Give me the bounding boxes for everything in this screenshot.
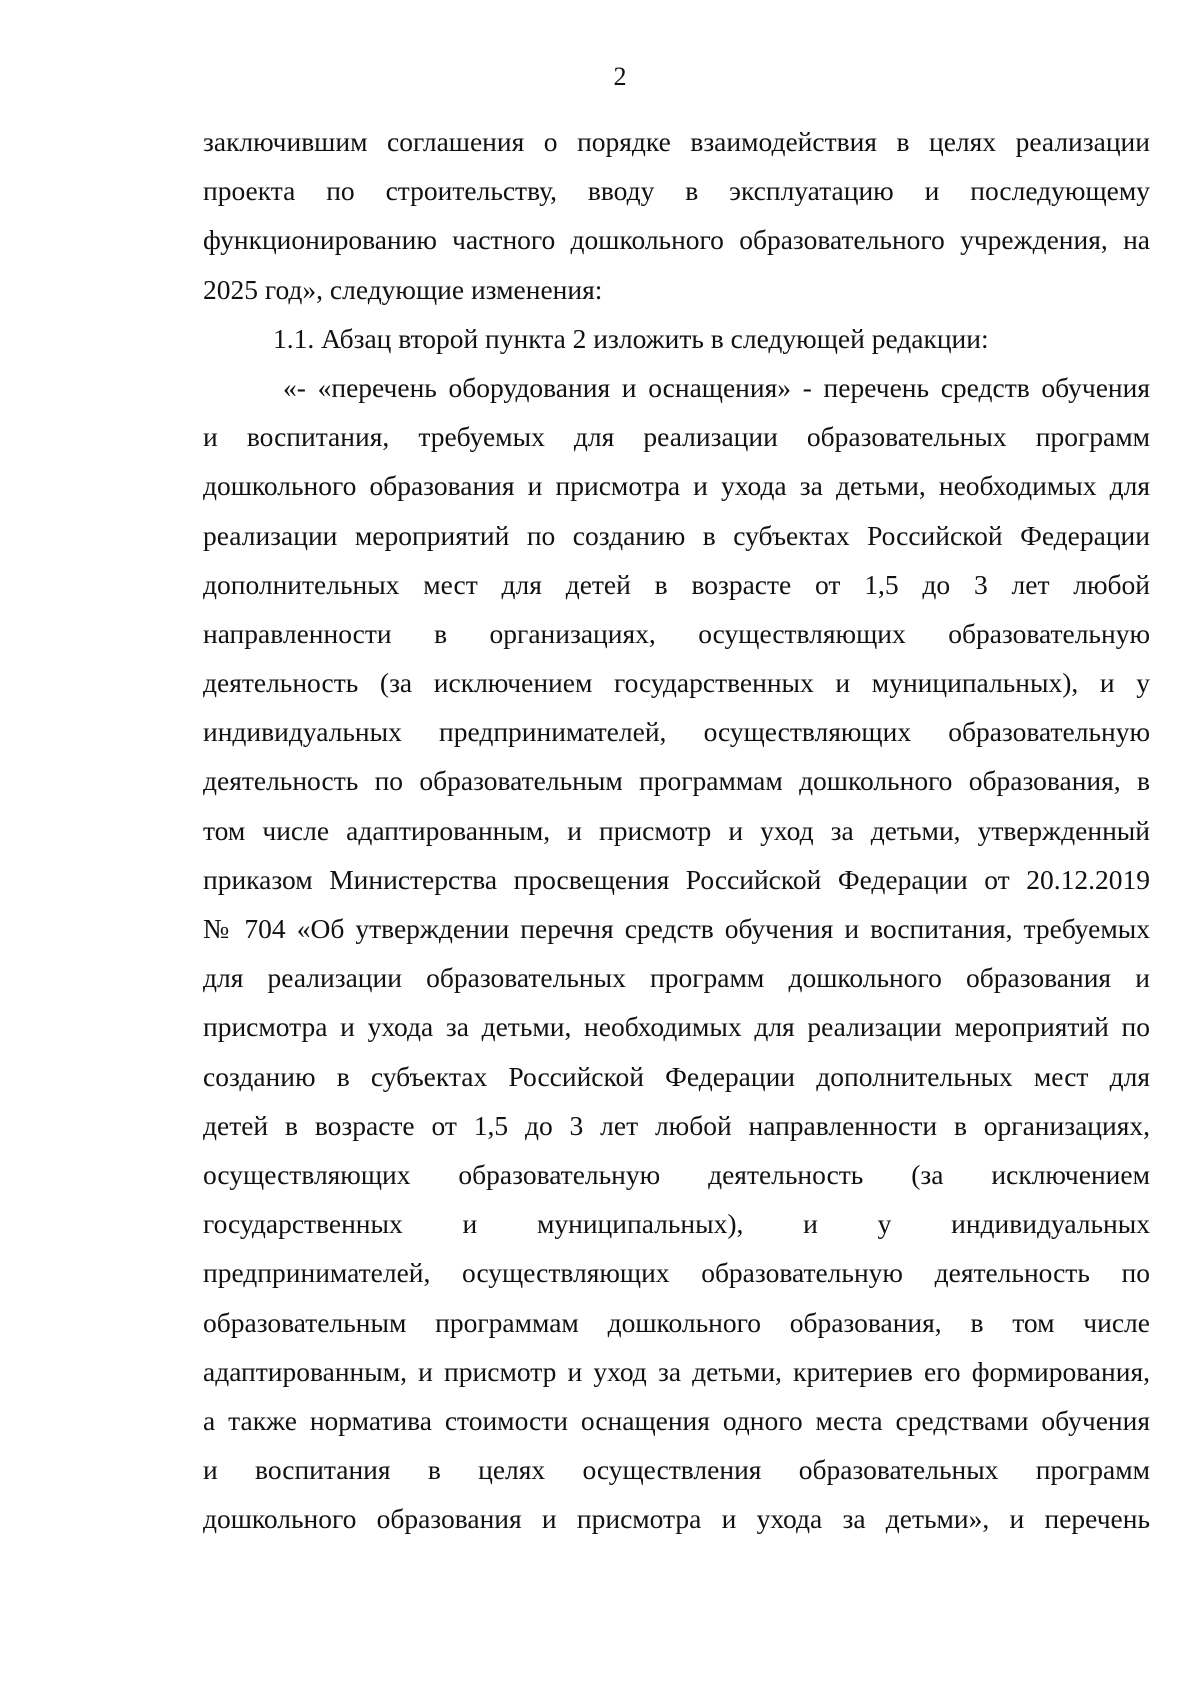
text-line: дошкольного образования и присмотра и ухода за детьми», и перечень: [203, 1503, 1150, 1535]
text-line: направленности в организациях, осуществляющих образовательную: [203, 617, 1150, 649]
body-text: [203, 117, 1150, 1543]
text-line: и воспитания, требуемых для реализации образовательных программ: [203, 421, 1150, 453]
text-line: приказом Министерства просвещения Российской Федерации от 20.12.2019: [203, 863, 1150, 895]
text-line: деятельность (за исключением государственных и муниципальных), и у: [203, 667, 1150, 699]
text-line: индивидуальных предпринимателей, осуществляющих образовательную: [203, 716, 1150, 748]
text-line: государственных и муниципальных), и у индивидуальных: [203, 1208, 1150, 1240]
text-line: детей в возрасте от 1,5 до 3 лет любой направленности в организациях,: [203, 1109, 1150, 1141]
text-line: предпринимателей, осуществляющих образовательную деятельность по: [203, 1257, 1150, 1289]
text-line: и воспитания в целях осуществления образовательных программ: [203, 1454, 1150, 1486]
text-line: 2025 год», следующие изменения:: [203, 273, 603, 305]
text-line: а также норматива стоимости оснащения одного места средствами обучения: [203, 1404, 1150, 1436]
text-line: проекта по строительству, вводу в эксплуатацию и последующему: [203, 175, 1150, 207]
text-line: «- «перечень оборудования и оснащения» - перечень средств обучения: [283, 371, 1150, 403]
text-line: осуществляющих образовательную деятельность (за исключением: [203, 1158, 1150, 1190]
text-line: функционированию частного дошкольного образовательного учреждения, на: [203, 224, 1150, 256]
text-line: заключившим соглашения о порядке взаимодействия в целях реализации: [203, 126, 1150, 157]
text-line: образовательным программам дошкольного образования, в том числе: [203, 1306, 1150, 1338]
text-line: деятельность по образовательным программам дошкольного образования, в: [203, 765, 1150, 797]
text-line: № 704 «Об утверждении перечня средств обучения и воспитания, требуемых: [203, 913, 1150, 944]
text-line: присмотра и ухода за детьми, необходимых для реализации мероприятий по: [203, 1011, 1150, 1043]
page-number: 2: [613, 62, 627, 91]
paragraph-heading: 1.1. Абзац второй пункта 2 изложить в следующей редакции:: [273, 322, 989, 354]
text-line: дошкольного образования и присмотра и ухода за детьми, необходимых для: [203, 470, 1150, 502]
text-line: созданию в субъектах Российской Федерации дополнительных мест для: [203, 1060, 1150, 1092]
text-line: том числе адаптированным, и присмотр и уход за детьми, утвержденный: [203, 814, 1150, 846]
text-line: для реализации образовательных программ дошкольного образования и: [203, 962, 1150, 994]
text-line: дополнительных мест для детей в возрасте от 1,5 до 3 лет любой: [203, 568, 1150, 600]
text-line: реализации мероприятий по созданию в субъектах Российской Федерации: [203, 519, 1150, 551]
text-line: адаптированным, и присмотр и уход за детьми, критериев его формирования,: [203, 1355, 1150, 1387]
